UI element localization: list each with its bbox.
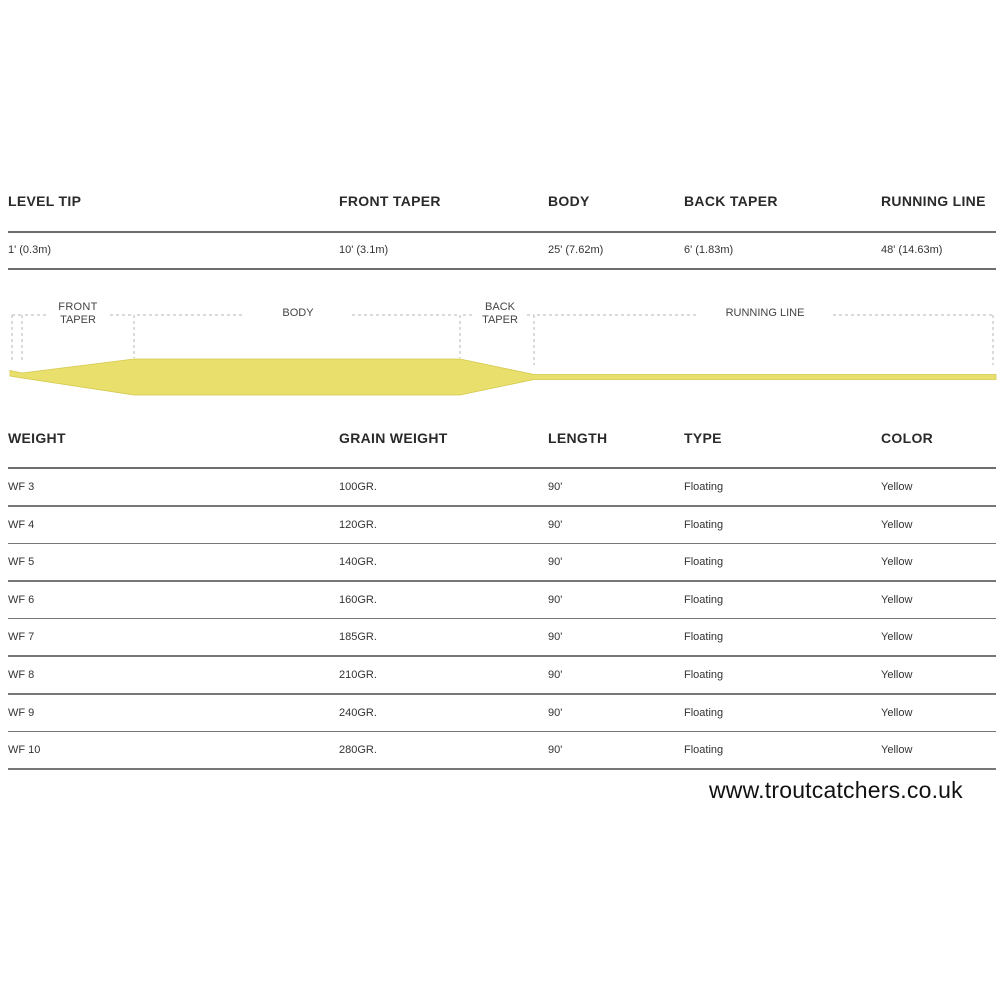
cell-grain-weight: 140GR. [339,556,377,569]
label-back-taper-line2: TAPER [482,314,518,326]
cell-weight: WF 4 [8,518,35,531]
cell-color: Yellow [881,669,913,681]
spec-header-rule [8,467,996,469]
header-running-line: RUNNING LINE [881,193,986,209]
cell-type: Floating [684,556,724,569]
header-body: BODY [548,193,590,209]
row-divider [8,731,996,733]
cell-grain-weight: 100GR. [339,481,377,493]
taper-bottom-rule [8,268,996,270]
header-length: LENGTH [548,430,608,446]
cell-type: Floating [684,593,724,606]
cell-color: Yellow [881,518,913,531]
cell-grain-weight: 280GR. [339,744,377,757]
header-color: COLOR [881,430,934,446]
fly-line-shape [10,359,996,395]
cell-weight: WF 8 [8,669,35,681]
cell-type: Floating [684,631,724,644]
row-divider [8,768,996,770]
cell-type: Floating [684,518,724,531]
cell-length: 90' [548,518,563,531]
cell-color: Yellow [881,593,913,606]
row-divider [8,580,996,582]
cell-weight: WF 5 [8,556,35,569]
cell-type: Floating [684,481,724,493]
label-front-taper-line2: TAPER [60,314,96,326]
value-body: 25' (7.62m) [548,244,604,256]
cell-type: Floating [684,669,724,681]
row-divider [8,618,996,620]
cell-color: Yellow [881,744,913,757]
cell-weight: WF 3 [8,481,35,493]
cell-length: 90' [548,706,563,719]
cell-type: Floating [684,744,724,757]
label-body: BODY [282,307,314,319]
label-front-taper-line1: FRONT [58,301,98,313]
watermark-url: www.troutcatchers.co.uk [709,777,963,803]
cell-length: 90' [548,556,563,569]
cell-weight: WF 6 [8,593,35,606]
cell-grain-weight: 240GR. [339,706,377,719]
cell-grain-weight: 210GR. [339,669,377,681]
row-divider [8,693,996,695]
cell-weight: WF 9 [8,706,35,719]
cell-length: 90' [548,481,563,493]
value-front-taper: 10' (3.1m) [339,244,389,256]
cell-type: Floating [684,706,724,719]
label-running-line: RUNNING LINE [725,307,805,319]
row-divider [8,543,996,545]
cell-color: Yellow [881,481,913,493]
cell-color: Yellow [881,706,913,719]
taper-header-rule [8,231,996,233]
cell-grain-weight: 120GR. [339,518,377,531]
header-grain-weight: GRAIN WEIGHT [339,430,448,446]
cell-weight: WF 7 [8,631,35,644]
header-back-taper: BACK TAPER [684,193,778,209]
cell-grain-weight: 160GR. [339,593,377,606]
row-divider [8,505,996,507]
row-divider [8,655,996,657]
value-back-taper: 6' (1.83m) [684,244,734,256]
header-weight: WEIGHT [8,430,66,446]
header-type: TYPE [684,430,722,446]
value-running-line: 48' (14.63m) [881,244,943,256]
taper-diagram [0,290,1000,410]
cell-length: 90' [548,669,563,681]
cell-length: 90' [548,593,563,606]
header-front-taper: FRONT TAPER [339,193,441,209]
cell-length: 90' [548,744,563,757]
cell-color: Yellow [881,556,913,569]
header-level-tip: LEVEL TIP [8,193,82,209]
cell-grain-weight: 185GR. [339,631,377,644]
value-level-tip: 1' (0.3m) [8,244,52,256]
label-back-taper-line1: BACK [485,301,515,313]
cell-weight: WF 10 [8,744,41,757]
cell-color: Yellow [881,631,913,644]
cell-length: 90' [548,631,563,644]
